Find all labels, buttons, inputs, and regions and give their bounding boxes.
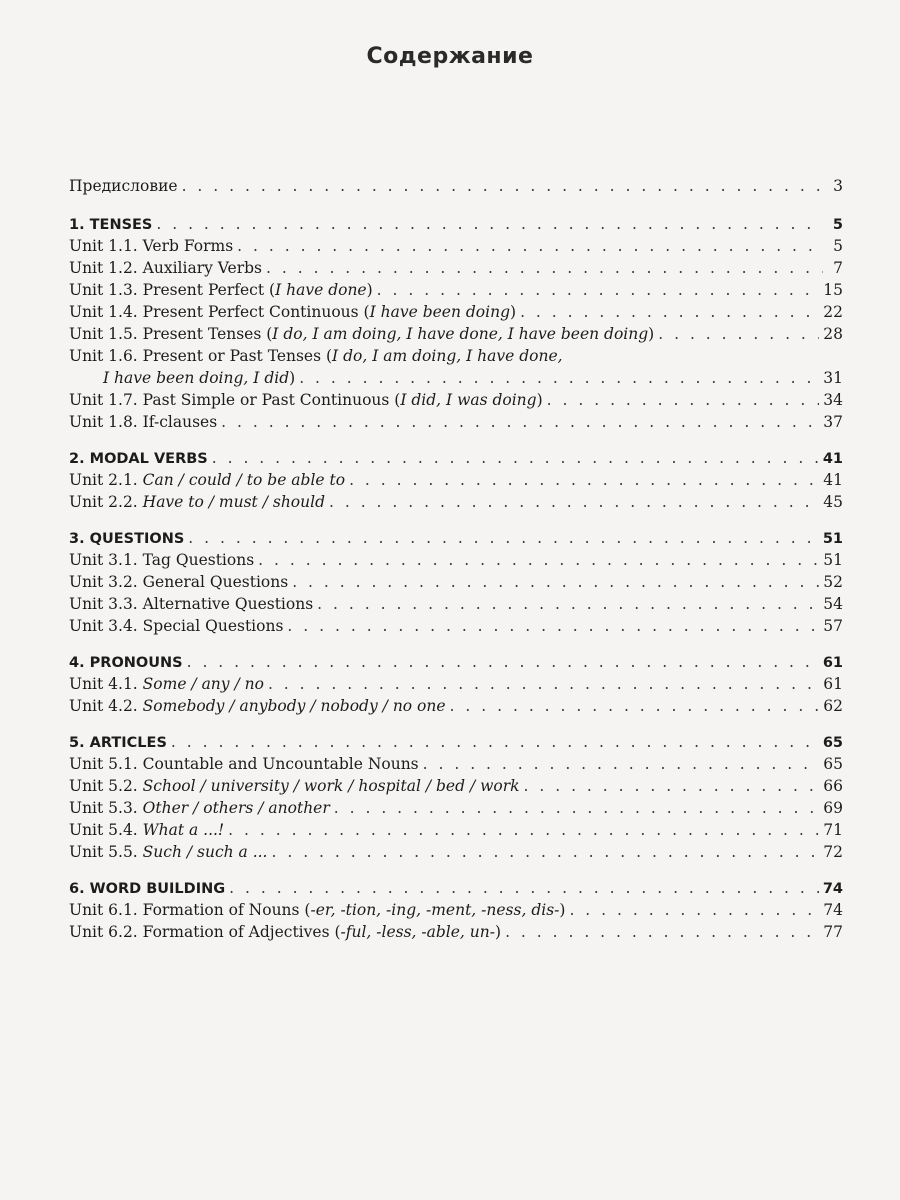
dot-leader: [258, 549, 819, 571]
toc-page-number: 77: [823, 923, 843, 941]
toc-entry[interactable]: [69, 819, 843, 841]
toc-entry-label: [69, 593, 313, 615]
toc-entry-text: Unit 5.1. Countable and Uncountable Nouns: [69, 755, 419, 773]
toc-section-heading[interactable]: [69, 213, 843, 235]
toc-entry-text: ): [536, 391, 543, 409]
toc-entry[interactable]: [69, 469, 843, 491]
toc-entry-text: Unit 6.1. Formation of Nouns (: [69, 901, 311, 919]
toc-entry-label: [69, 549, 254, 571]
toc-entry-text: Unit 2.2.: [69, 493, 143, 511]
toc-entry-text: Unit 1.6. Present or Past Tenses (: [69, 347, 333, 365]
dot-leader: [221, 411, 819, 433]
toc-entry-text: -er, -tion, -ing, -ment, -ness, dis-: [310, 901, 560, 919]
dot-leader: [229, 877, 819, 899]
toc-entry[interactable]: [69, 389, 843, 411]
toc-section-heading[interactable]: [69, 651, 843, 673]
page-title: Содержание: [366, 44, 534, 69]
dot-leader: [287, 615, 819, 637]
toc-entry[interactable]: [69, 235, 843, 257]
toc-entry-text: Unit 3.2. General Questions: [69, 573, 289, 591]
toc-section: [69, 213, 843, 433]
dot-leader: [187, 651, 819, 673]
dot-leader: [423, 753, 820, 775]
toc-entry-text: Can / could / to be able to: [142, 471, 346, 489]
toc-entry[interactable]: [69, 797, 843, 819]
toc-entry-label: [69, 323, 654, 345]
section-title: 6. WORD BUILDING: [69, 881, 226, 897]
section-title: 5. ARTICLES: [69, 735, 167, 751]
toc-entry-label: [69, 345, 843, 367]
toc-page-number: 31: [823, 369, 843, 387]
toc-entry[interactable]: [69, 593, 843, 615]
toc-entry-text: Unit 3.1. Tag Questions: [69, 551, 255, 569]
toc-entry-label: [69, 257, 262, 279]
toc-entry[interactable]: [69, 411, 843, 433]
toc-entry[interactable]: [69, 775, 843, 797]
toc-entry-text: Unit 1.7. Past Simple or Past Continuous (: [69, 391, 401, 409]
toc-page-number: 45: [823, 493, 843, 511]
toc-section-heading[interactable]: [69, 527, 843, 549]
dot-leader: [377, 279, 820, 301]
toc-page-number: 61: [822, 655, 843, 671]
dot-leader: [266, 257, 823, 279]
dot-leader: [182, 175, 823, 197]
toc-entry-label: [69, 235, 233, 257]
toc-entry[interactable]: [69, 753, 843, 775]
toc-section: [69, 447, 843, 513]
toc-page-number: 37: [823, 413, 843, 431]
toc-page-number: 51: [823, 551, 843, 569]
toc-entry-text: ): [510, 303, 517, 321]
toc-page-number: 65: [823, 755, 843, 773]
dot-leader: [450, 695, 820, 717]
toc-page-number: 69: [823, 799, 843, 817]
toc-entry[interactable]: [69, 695, 843, 717]
toc-entry[interactable]: [69, 279, 843, 301]
toc-page-number: 62: [823, 697, 843, 715]
toc-entry-text: ): [366, 281, 373, 299]
toc-page-number: 51: [822, 531, 843, 547]
toc-entry-text: I did, I was doing: [400, 391, 537, 409]
toc-entry-text: What a ...!: [142, 821, 225, 839]
toc-entry-label: [69, 921, 501, 943]
toc-entry-label: [69, 411, 217, 433]
toc-entry[interactable]: [69, 323, 843, 345]
toc-page-number: 57: [823, 617, 843, 635]
toc-entry-text: Unit 2.1.: [69, 471, 143, 489]
dot-leader: [212, 447, 819, 469]
dot-leader: [237, 235, 823, 257]
toc-entry-text: Unit 4.2.: [69, 697, 143, 715]
toc-entry-text: Unit 6.2. Formation of Adjectives (: [69, 923, 341, 941]
dot-leader: [505, 921, 819, 943]
toc-page-number: 72: [823, 843, 843, 861]
toc-entry-text: I have been doing: [369, 303, 511, 321]
toc-page-number: 52: [823, 573, 843, 591]
toc-section: [69, 527, 843, 637]
dot-leader: [292, 571, 819, 593]
toc-entry-text: I do, I am doing, I have done,: [332, 347, 563, 365]
dot-leader: [334, 797, 820, 819]
toc-entry-label: [69, 797, 330, 819]
dot-leader: [569, 899, 819, 921]
toc-entry-label: [69, 841, 268, 863]
toc-entry[interactable]: [69, 615, 843, 637]
toc-section: [69, 731, 843, 863]
toc-page-number: 28: [823, 325, 843, 343]
dot-leader: [272, 841, 820, 863]
toc-page-number: 41: [823, 471, 843, 489]
toc-page-number: 5: [832, 217, 843, 233]
toc-entry-text: Unit 1.2. Auxiliary Verbs: [69, 259, 263, 277]
toc-entry-label: [69, 615, 283, 637]
toc-page-number: 5: [833, 237, 843, 255]
toc-entry-label: [69, 695, 446, 717]
toc-entry-text: Unit 5.3.: [69, 799, 143, 817]
dot-leader: [188, 527, 819, 549]
dot-leader: [228, 819, 819, 841]
toc-page-number: 66: [823, 777, 843, 795]
toc-entry-label: [69, 753, 419, 775]
section-title: 3. QUESTIONS: [69, 531, 185, 547]
toc-section-heading[interactable]: [69, 731, 843, 753]
table-of-contents: [69, 175, 843, 957]
toc-entry-text: School / university / work / hospital / bed / work: [142, 777, 520, 795]
toc-entry-label: [69, 673, 264, 695]
toc-entry-label: [69, 571, 288, 593]
toc-entry[interactable]: [69, 571, 843, 593]
toc-entry-label: [69, 469, 345, 491]
toc-section-heading[interactable]: [69, 447, 843, 469]
dot-leader: [299, 367, 819, 389]
toc-entry-continuation[interactable]: [69, 367, 843, 389]
toc-entry-text: Some / any / no: [142, 675, 264, 693]
toc-entry-label: [69, 279, 373, 301]
dot-leader: [349, 469, 819, 491]
toc-entry-label: [69, 301, 516, 323]
toc-page-number: 3: [833, 177, 843, 195]
section-title: 2. MODAL VERBS: [69, 451, 208, 467]
toc-entry-text: I have done: [275, 281, 367, 299]
toc-page-number: 54: [823, 595, 843, 613]
toc-entry-text: ): [495, 923, 502, 941]
toc-entry-preface[interactable]: [69, 175, 843, 197]
toc-entry-text: -ful, -less, -able, un-: [340, 923, 495, 941]
toc-entry[interactable]: [69, 899, 843, 921]
dot-leader: [268, 673, 819, 695]
toc-entry-label: [69, 775, 520, 797]
toc-section: [69, 651, 843, 717]
toc-entry-text: Unit 5.5.: [69, 843, 143, 861]
toc-entry-label: [69, 899, 565, 921]
toc-sections: [69, 213, 843, 943]
toc-entry[interactable]: [69, 301, 843, 323]
toc-page-number: 61: [823, 675, 843, 693]
dot-leader: [524, 775, 820, 797]
toc-page-number: 65: [822, 735, 843, 751]
toc-section: [69, 877, 843, 943]
toc-entry[interactable]: [69, 841, 843, 863]
toc-section-heading[interactable]: [69, 877, 843, 899]
toc-entry-text: Unit 4.1.: [69, 675, 143, 693]
toc-entry-text: ): [289, 369, 296, 387]
toc-page-number: 74: [823, 901, 843, 919]
section-title: 4. PRONOUNS: [69, 655, 183, 671]
toc-page-number: 7: [833, 259, 843, 277]
toc-entry-text: ): [559, 901, 566, 919]
toc-entry-label: [103, 367, 295, 389]
toc-entry-text: I have been doing, I did: [103, 369, 290, 387]
toc-entry-label: [69, 389, 543, 411]
dot-leader: [171, 731, 819, 753]
toc-entry-text: Somebody / anybody / nobody / no one: [142, 697, 446, 715]
toc-entry[interactable]: [69, 345, 843, 367]
toc-entry-text: Have to / must / should: [142, 493, 325, 511]
dot-leader: [329, 491, 819, 513]
toc-entry[interactable]: [69, 673, 843, 695]
toc-entry-text: Unit 5.4.: [69, 821, 143, 839]
toc-entry-label: Предисловие: [69, 177, 178, 195]
dot-leader: [520, 301, 819, 323]
toc-entry-text: I do, I am doing, I have done, I have been doing: [272, 325, 649, 343]
toc-entry-text: Such / such a ...: [142, 843, 268, 861]
toc-entry-text: ): [648, 325, 655, 343]
toc-entry-label: [69, 491, 325, 513]
toc-entry-text: Unit 5.2.: [69, 777, 143, 795]
toc-entry-text: Unit 1.1. Verb Forms: [69, 237, 234, 255]
toc-page-number: 41: [822, 451, 843, 467]
toc-entry[interactable]: [69, 257, 843, 279]
toc-page-number: 22: [823, 303, 843, 321]
toc-entry-text: Unit 1.3. Present Perfect (: [69, 281, 276, 299]
toc-entry-text: Other / others / another: [142, 799, 330, 817]
toc-entry-text: Unit 1.8. If-clauses: [69, 413, 218, 431]
toc-entry[interactable]: [69, 549, 843, 571]
toc-entry[interactable]: [69, 491, 843, 513]
toc-entry-text: Unit 3.3. Alternative Questions: [69, 595, 314, 613]
toc-entry-text: Unit 1.4. Present Perfect Continuous (: [69, 303, 370, 321]
toc-page-number: 71: [823, 821, 843, 839]
toc-entry-text: Unit 3.4. Special Questions: [69, 617, 284, 635]
toc-page-number: 34: [823, 391, 843, 409]
toc-entry-label: [69, 819, 224, 841]
dot-leader: [547, 389, 820, 411]
dot-leader: [317, 593, 819, 615]
toc-entry[interactable]: [69, 921, 843, 943]
dot-leader: [658, 323, 819, 345]
section-title: 1. TENSES: [69, 217, 153, 233]
toc-page-number: 15: [823, 281, 843, 299]
toc-entry-text: Unit 1.5. Present Tenses (: [69, 325, 273, 343]
dot-leader: [156, 213, 823, 235]
toc-page-number: 74: [822, 881, 843, 897]
